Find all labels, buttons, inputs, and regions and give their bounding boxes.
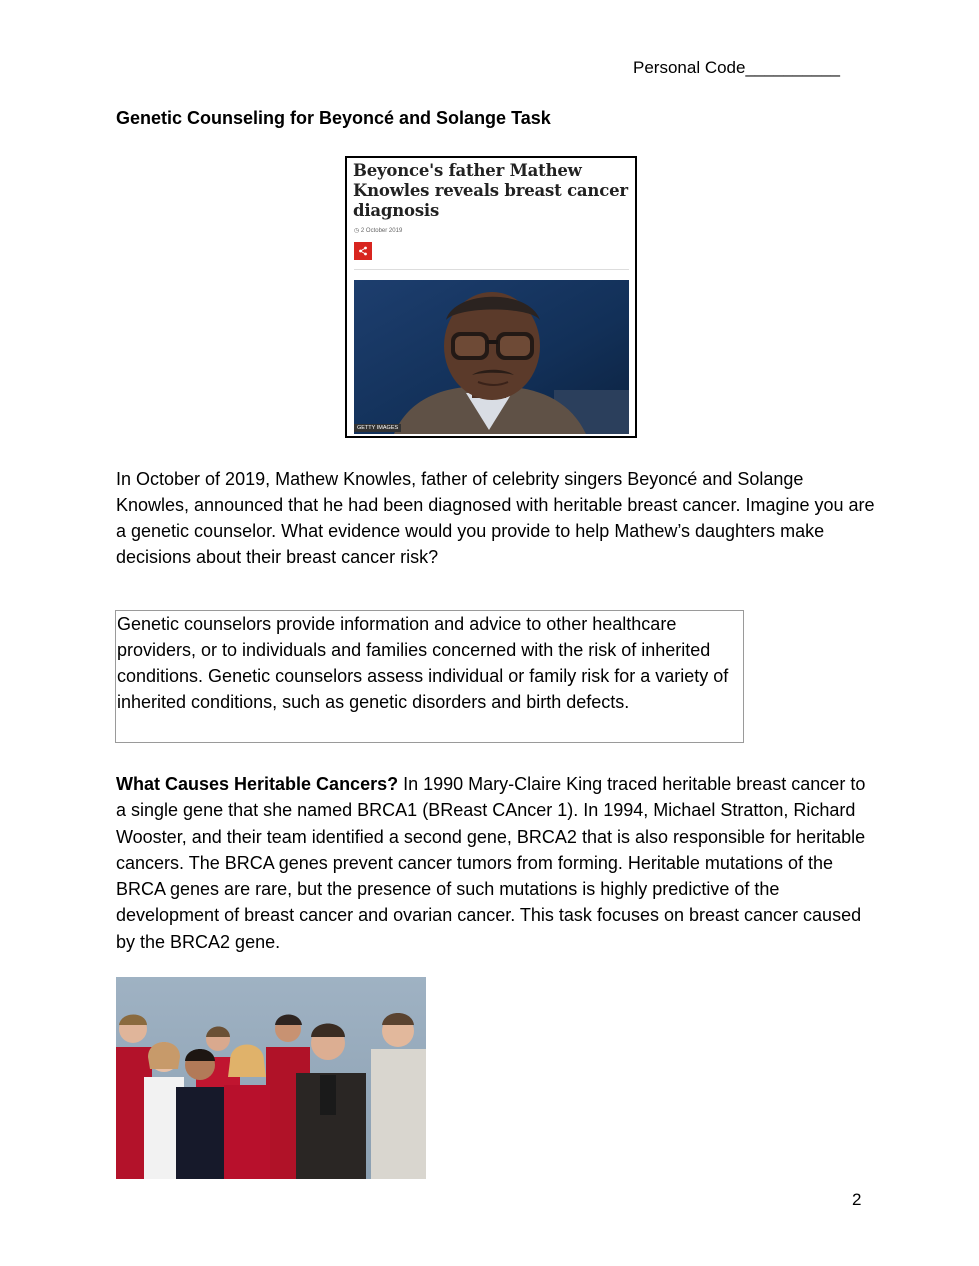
personal-code-blank: __________	[745, 58, 841, 77]
news-clipping	[345, 156, 637, 438]
research-team-photo	[116, 977, 426, 1179]
page-title: Genetic Counseling for Beyoncé and Solange Task	[116, 108, 551, 128]
causes-body: In 1990 Mary-Claire King traced heritable breast cancer to a single gene that she named BRCA1 (BReast CAncer 1). In 1994, Michael Stratton, Richard Wooster, and their team identified a second gene, BRCA2 that is also responsible for heritable cancers. The BRCA genes prevent cancer tumors from forming. Heritable mutations of the BRCA genes are rare, but the presence of such mutations is highly predictive of the development of breast cancer and ovarian cancer. This task focuses on breast cancer caused by the BRCA2 gene.	[116, 774, 866, 952]
personal-code-field	[633, 58, 840, 78]
definition-text: Genetic counselors provide information and advice to other healthcare providers, or to individuals and families concerned with the risk of inherited conditions. Genetic counselors assess individual or family risk for a variety of inherited conditions, such as genetic disorders and birth defects.	[117, 614, 729, 712]
share-icon	[354, 242, 372, 260]
clipping-headline: Beyonce's father Mathew Knowles reveals breast cancer diagnosis	[353, 161, 628, 220]
intro-paragraph: In October of 2019, Mathew Knowles, father of celebrity singers Beyoncé and Solange Knowles, announced that he had been diagnosed with heritable breast cancer. Imagine you are a genetic counselor. What evidence would you provide to help Mathew’s daughters make decisions about their breast cancer risk?	[116, 469, 875, 567]
portrait-photo	[354, 280, 629, 434]
clock-icon: ◷	[354, 228, 360, 234]
personal-code-label: Personal Code	[633, 58, 746, 77]
definition-box	[115, 610, 744, 743]
clipping-date	[354, 227, 402, 235]
causes-heading: What Causes Heritable Cancers?	[116, 774, 399, 794]
page-number: 2	[852, 1190, 862, 1209]
clipping-divider	[354, 269, 629, 270]
causes-section	[116, 771, 876, 955]
clipping-date-text: 2 October 2019	[360, 228, 403, 234]
photo-credit: GETTY IMAGES	[354, 424, 401, 432]
